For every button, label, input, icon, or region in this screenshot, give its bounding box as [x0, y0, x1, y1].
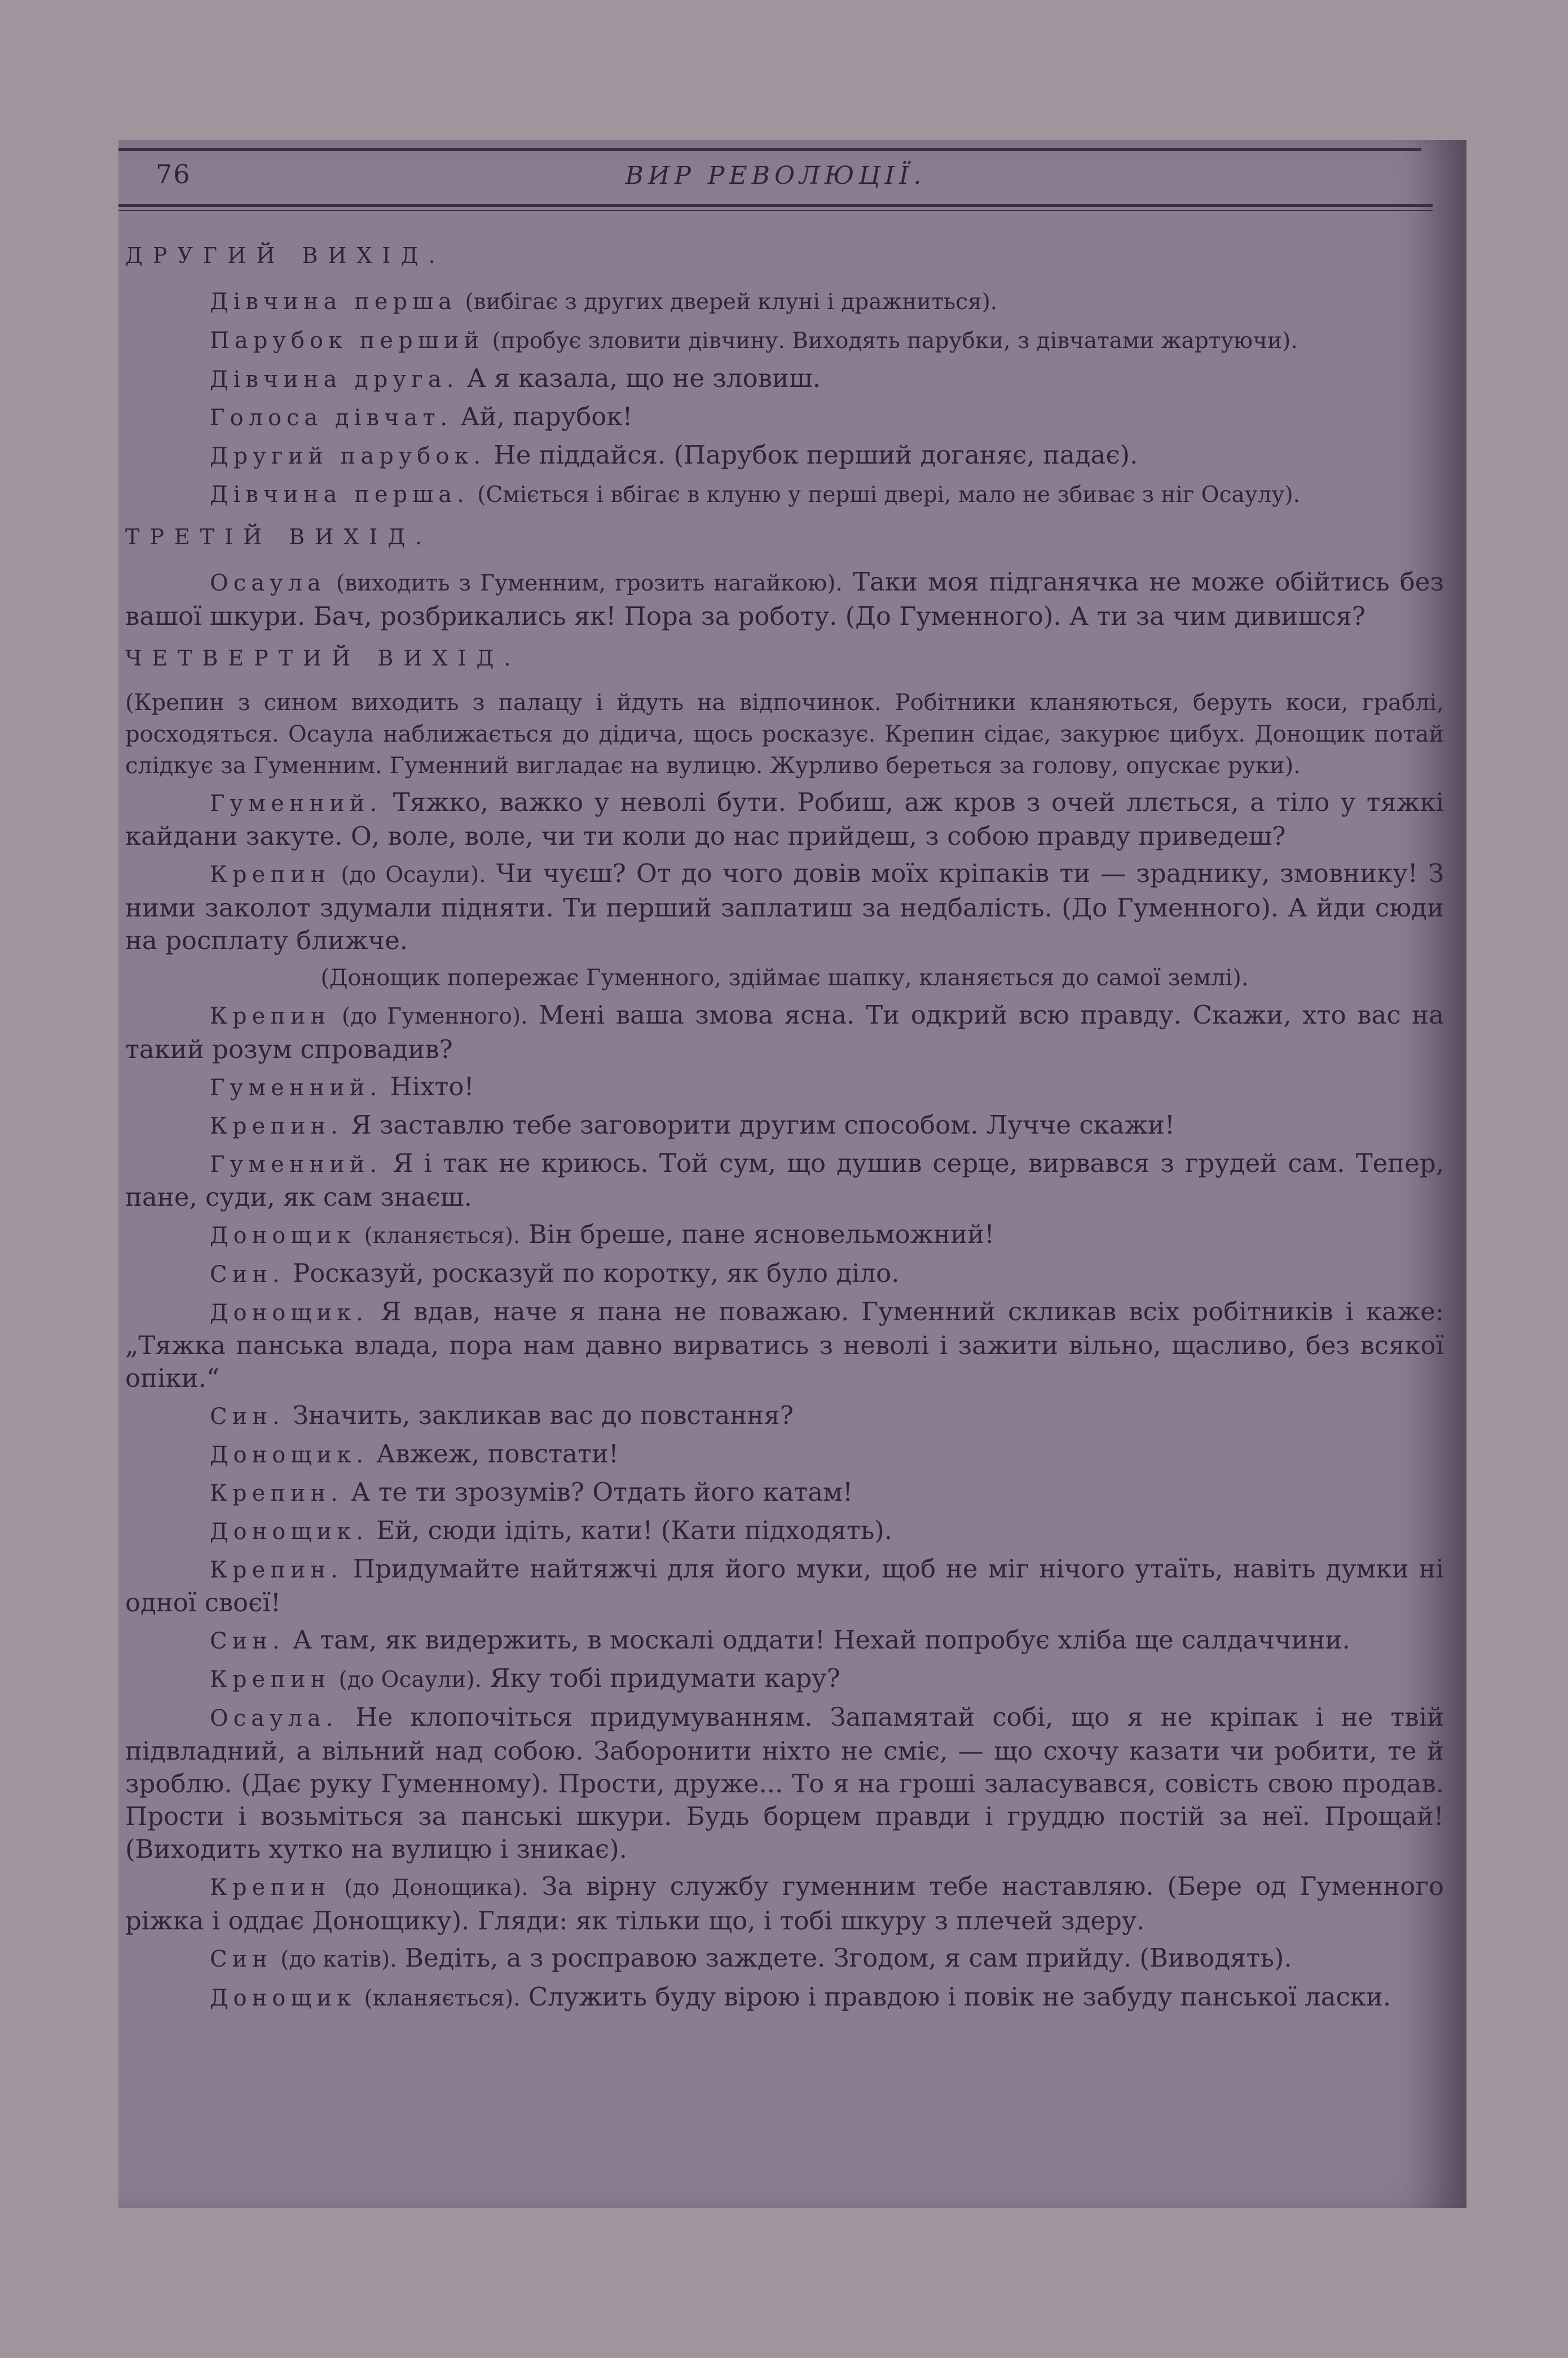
- speech-text: Тяжко, важко у неволі бути. Робиш, аж кров з очей ллється, а тіло у тяжкі кайдани закуте. О, воле, воле, чи ти коли до нас прийдеш, з собою правду приведеш?: [125, 787, 1444, 851]
- dialogue-line: [125, 400, 1444, 434]
- dialogue-line: [125, 1942, 1444, 1976]
- speaker-name: Голоса дівчат.: [210, 405, 453, 431]
- dialogue-line: [125, 1257, 1444, 1291]
- speech-text: Не піддайся. (Парубок перший доганяє, падає).: [494, 440, 1138, 470]
- speaker-name: Син.: [210, 1404, 285, 1430]
- dialogue-line: [125, 439, 1444, 473]
- speech-text: Мені ваша змова ясна. Ти одкрий всю правду. Скажи, хто вас на такий розум спровадив?: [125, 1000, 1444, 1064]
- speaker-name: Крепин.: [210, 1480, 343, 1506]
- speaker-name: Крепин: [210, 862, 331, 888]
- speech-text: Ніхто!: [390, 1072, 474, 1101]
- journal-page: [118, 140, 1466, 2208]
- speaker-name: Донощик.: [210, 1442, 368, 1468]
- dialogue-line: [125, 1109, 1444, 1143]
- stage-direction: (Крепин з сином виходить з палацу і йдуть на відпочинок. Робітники кланяються, беруть коси, граблі, росходяться. Осаула наближається до дідича, щось росказує. Крепин сідає, закурює цибух. Донощик потай слідкує за Гуменним. Гуменний вигладає на вулицю. Журливо береться за голову, опускає руки).: [125, 690, 1444, 779]
- dialogue-line: [125, 1399, 1444, 1433]
- speech-text: Ей, сюди ідіть, кати! (Кати підходять).: [376, 1515, 893, 1545]
- speaker-name: Осаула.: [210, 1705, 338, 1731]
- speech-text: Не клопочіться придумуванням. Запамятай собі, що я не кріпак і не твій підвладний, а вільний над собою. Заборонити ніхто не сміє, — що схочу казати чи робити, те й зроблю. (Дає руку Гуменному). Прости, друже... То я на гроші заласувався, совість свою продав. Прости і возьміться за панські шкури. Будь борцем правди і груддю постій за неї. Прощай! (Виходить хутко на вулицю і зникає).: [125, 1702, 1444, 1864]
- header-rule-bottom: [118, 204, 1433, 207]
- speaker-name: Гуменний.: [210, 791, 382, 817]
- dialogue-line: [125, 999, 1444, 1066]
- scene-heading: ЧЕТВЕРТИЙ ВИХІД.: [125, 646, 521, 671]
- speech-text: Я вдав, наче я пана не поважаю. Гуменний скликав всіх робітників і каже: „Тяжка панська влада, пора нам давно вирватись з неволі і зажити вільно, щасливо, без всякої опіки.“: [125, 1297, 1444, 1393]
- speech-text: А я казала, що не зловиш.: [466, 363, 821, 393]
- dialogue-line: [125, 1701, 1444, 1866]
- speech-text: Я заставлю тебе заговорити другим способом. Лучче скажи!: [351, 1110, 1175, 1140]
- dialogue-line: [125, 477, 1444, 512]
- speech-text: Ведіть, а з росправою заждете. Згодом, я сам прийду. (Виводять).: [404, 1943, 1292, 1973]
- speaker-direction: (виходить з Гуменним, грозить нагайкою).: [336, 571, 843, 596]
- speaker-name: Крепин: [210, 1875, 331, 1901]
- speaker-name: Крепин: [210, 1003, 331, 1029]
- dialogue-line: [125, 1981, 1444, 2015]
- speech-text: Росказуй, росказуй по коротку, як було діло.: [292, 1258, 900, 1288]
- speech-text: Чи чуєш? От до чого довів моїх кріпаків ти — зраднику, змовнику! З ними заколот здумали підняти. Ти перший заплатиш за недбалість. (До Гуменного). А йди сюди на росплату ближче.: [125, 858, 1444, 955]
- dialogue-line: [125, 1295, 1444, 1395]
- speaker-name: Син: [210, 1946, 272, 1972]
- speaker-name: Донощик.: [210, 1519, 368, 1545]
- speaker-direction: (вибігає з других дверей клуні і дражниться).: [465, 289, 998, 315]
- running-title: ВИР РЕВОЛЮЦІЇ.: [625, 161, 926, 190]
- speech-text: Служить буду вірою і правдою і повік не забуду панської ласки.: [528, 1982, 1391, 2012]
- speaker-direction: (Сміється і вбігає в клуню у перші двері, мало не збиває з ніг Осаулу).: [477, 482, 1301, 508]
- speaker-name: Дівчина друга.: [210, 367, 459, 393]
- dialogue-line: [125, 1218, 1444, 1253]
- speaker-name: Донощик.: [210, 1300, 368, 1326]
- speaker-direction: (пробує зловити дівчину. Виходять парубки, з дівчатами жартуючи).: [492, 328, 1298, 354]
- header-rule-top: [118, 148, 1421, 151]
- speaker-name: Крепин.: [210, 1557, 343, 1583]
- speech-text: Авжеж, повстати!: [376, 1439, 619, 1469]
- speech-text: А те ти зрозумів? Отдать його катам!: [351, 1477, 853, 1507]
- speech-text: Ай, парубок!: [460, 402, 633, 431]
- speaker-direction: (до Донощика).: [343, 1875, 528, 1901]
- speaker-name: Парубок перший: [210, 328, 485, 354]
- speech-text: За вірну службу гуменним тебе наставляю. (Бере од Гуменного ріжка і оддає Донощику). Гляди: як тільки що, і тобі шкуру з плечей здеру.: [125, 1871, 1444, 1936]
- speech-text: А там, як видержить, в москалі оддати! Нехай попробує хліба ще салдаччини.: [292, 1625, 1350, 1655]
- dialogue-line: [125, 1514, 1444, 1548]
- speech-text: Значить, закликав вас до повстання?: [292, 1400, 794, 1430]
- dialogue-line: [125, 1870, 1444, 1937]
- speaker-name: Донощик: [210, 1985, 356, 2011]
- dialogue-line: [125, 566, 1444, 633]
- speech-text: Яку тобі придумати кару?: [490, 1663, 840, 1693]
- play-text: [125, 230, 1444, 2020]
- dialogue-line: [125, 1476, 1444, 1510]
- dialogue-line: [125, 1070, 1444, 1104]
- speech-text: Він бреше, пане ясновельможний!: [528, 1219, 995, 1249]
- speaker-direction: (до Гуменного).: [341, 1004, 528, 1029]
- speaker-name: Син.: [210, 1628, 285, 1654]
- dialogue-line: [125, 284, 1444, 319]
- speaker-name: Син.: [210, 1262, 285, 1288]
- speech-text: Таки моя підганячка не може обійтись без вашої шкури. Бач, розбрикались як! Пора за роботу. (До Гуменного). А ти за чим дивишся?: [125, 567, 1444, 631]
- speaker-name: Гуменний.: [210, 1152, 382, 1178]
- speaker-direction: (до Осаули).: [338, 1667, 482, 1693]
- speaker-name: Гуменний.: [210, 1075, 382, 1101]
- dialogue-line: [125, 1438, 1444, 1471]
- dialogue-line: [125, 857, 1444, 957]
- speaker-name: Дівчина перша.: [210, 482, 469, 508]
- dialogue-line: [125, 786, 1444, 853]
- speaker-direction: (кланяється).: [364, 1986, 521, 2011]
- speaker-name: Крепин.: [210, 1113, 343, 1139]
- page-number: 76: [156, 159, 191, 189]
- dialogue-line: [125, 1662, 1444, 1696]
- speaker-direction: (до катів).: [280, 1947, 397, 1972]
- speaker-name: Осаула: [210, 570, 326, 596]
- speaker-name: Другий парубок.: [210, 443, 486, 469]
- speaker-name: Дівчина перша: [210, 289, 457, 315]
- speech-text: Придумайте найтяжчі для його муки, щоб не міг нічого утаїть, навіть думки ні одної своєї!: [125, 1554, 1444, 1617]
- speaker-direction: (до Осаули).: [341, 862, 486, 888]
- speaker-direction: (кланяється).: [364, 1223, 521, 1249]
- stage-direction: (Донощик попережає Гуменного, здіймає шапку, кланяється до самої землі).: [320, 965, 1249, 991]
- dialogue-line: [125, 1624, 1444, 1658]
- scene-heading: ТРЕТІЙ ВИХІД.: [125, 525, 433, 549]
- scene-heading: ДРУГИЙ ВИХІД.: [125, 243, 446, 268]
- speaker-name: Донощик: [210, 1223, 356, 1249]
- dialogue-line: [125, 1553, 1444, 1619]
- dialogue-line: [125, 362, 1444, 396]
- dialogue-line: [125, 1147, 1444, 1214]
- speaker-name: Крепин: [210, 1667, 331, 1693]
- header-rule-bottom-thin: [118, 210, 1433, 211]
- speech-text: Я і так не криюсь. Той сум, що душив серце, вирвався з грудей сам. Тепер, пане, суди, як сам знаєш.: [125, 1148, 1444, 1212]
- dialogue-line: [125, 323, 1444, 358]
